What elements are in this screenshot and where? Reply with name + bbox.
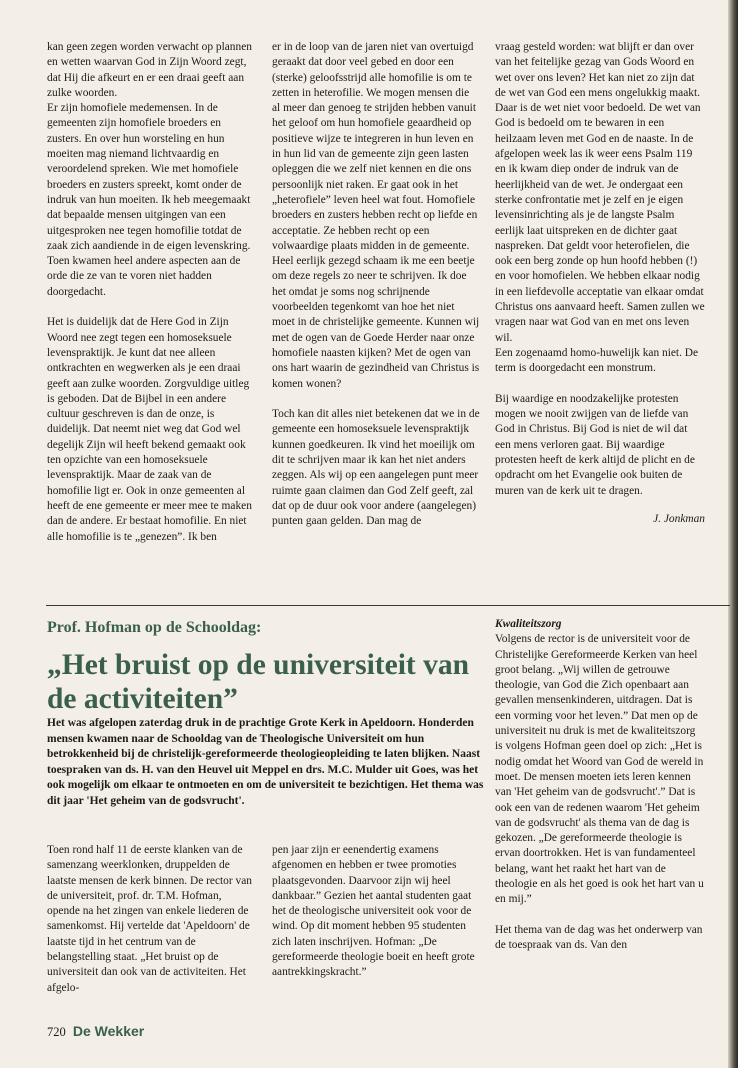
paragraph: vraag gesteld worden: wat blijft er dan over van het feitelijke gezag van Gods Woord en wet over ons leven? Het kan niet zo zijn dat de wet van God een mens ongelukkig maakt. Daar is de wet niet voor bedoeld. De wet van God is bedoeld om te bewaren in een heilzaam leven met God en de naaste. In de afgelopen week las ik weer eens Psalm 119 en ik kwam diep onder de indruk van de heerlijkheid van de wet. Je ondergaat een sterke confrontatie met je zelf en je eigen levensinrichting als je de langste Psalm eerlijk laat uitspreken en de dichter gaat naspreken. Dat geldt voor heterofielen, die ook een berg zonde op hun hoofd hebben (!) en voor homofielen. We hebben elkaar nodig in een liefdevolle acceptatie van elkaar omdat Christus ons aanvaard heeft. Samen zullen we vragen naar wat God van en met ons leven wil.: [495, 41, 705, 344]
article-lead: Het was afgelopen zaterdag druk in de prachtige Grote Kerk in Apeldoorn. Honderden mensen kwamen naar de Schooldag van de Theologische Universiteit om hun betrokkenheid bij de christelijk-gereformeerde theologieopleiding te laten blijken. Naast toespraken van ds. H. van den Heuvel uit Meppel en drs. M.C. Mulder uit Goes, was het ook mogelijk om elkaar te ontmoeten en om de universiteit te bezichtigen. Het thema was dit jaar 'Het geheim van de godsvrucht'.: [47, 717, 484, 807]
top-article-column-1: [47, 40, 253, 545]
author-signature: J. Jonkman: [653, 512, 705, 525]
page-footer: [47, 1023, 144, 1040]
section-divider: [46, 605, 730, 606]
top-article-column-2: [272, 40, 480, 530]
article-column-2: [272, 843, 484, 981]
top-article-column-3: [495, 40, 705, 527]
article-column-1: [47, 843, 255, 996]
paragraph: Het is duidelijk dat de Here God in Zijn Woord nee zegt tegen een homoseksuele levenspraktijk. Je kunt dat nee alleen ontkrachten en wegwerken als je een draai geeft aan zulke woorden. Zorgvuldige uitleg is geboden. Dat de Bijbel in een andere cultuur geschreven is dan de onze, is duidelijk. Dat neemt niet weg dat God wel degelijk Zijn wil heeft bekend gemaakt ook ten opzichte van een homoseksuele levenspraktijk. Maar de zaak van de homofilie ligt er. Ook in onze gemeenten al heeft de ene gemeente er meer mee te maken dan de andere. Er bestaat homofilie. En niet alle homofilie is te „genezen”. Ik ben: [47, 316, 252, 543]
paragraph: pen jaar zijn er eenendertig examens afgenomen en hebben er twee promoties plaatsgevonden. Daarvoor zijn wij heel dankbaar.” Gezien het aantal studenten gaat het de theologische universiteit ook voor de wind. Op dit moment hebben 95 studenten zich laten inschrijven. Hofman: „De gereformeerde theologie boeit en heeft grote aantrekkingskracht.”: [272, 844, 475, 979]
article-headline: „Het bruist op de universiteit van de activiteiten”: [47, 649, 470, 715]
magazine-name: De Wekker: [72, 1023, 145, 1039]
page-edge-shadow: [728, 0, 738, 1068]
article-column-3: [495, 617, 705, 954]
paragraph: Een zogenaamd homo-huwelijk kan niet. De term is doorgedacht een monstrum.: [495, 346, 699, 375]
section-subheading: Kwaliteitszorg: [495, 618, 562, 630]
paragraph: Het thema van de dag was het onderwerp van de toespraak van ds. Van den: [495, 923, 703, 952]
paragraph: Er zijn homofiele medemensen. In de gemeenten zijn homofiele broeders en zusters. En over hun worsteling en hun moeiten mag niemand lichtvaardig en veroordelend spreken. Wie met homofiele broeders en zusters spreekt, komt onder de indruk van hun moeiten. Ik heb meegemaakt dat bepaalde mensen uitgingen van een uitgesproken nee tegen homofilie totdat de zaak zich aandiende in de eigen levenskring. Toen kwamen heel andere aspecten aan de orde die ze van te voren niet hadden doorgedacht.: [47, 102, 251, 298]
article-kicker: Prof. Hofman op de Schooldag:: [47, 619, 262, 636]
paragraph: Toch kan dit alles niet betekenen dat we in de gemeente een homoseksuele levenspraktijk kunnen goedkeuren. Ik vind het moeilijk om dit te schrijven maar ik kan het niet anders zeggen. Als wij op een aangelegen punt meer ruimte gaan claimen dan God Zelf geeft, zal dat op de duur ook voor andere (aangelegen) punten gaan gelden. Dan mag de: [272, 408, 480, 528]
paragraph: Bij waardige en noodzakelijke protesten mogen we nooit zwijgen van de liefde van God in Christus. Bij God is niet de wil dat een mens verloren gaat. Bij waardige protesten heeft de kerk altijd de plicht en de opdracht om het Evangelie ook buiten de muren van de kerk uit te dragen.: [495, 392, 695, 497]
paragraph: er in de loop van de jaren niet van overtuigd geraakt dat door veel gebed en door een (sterke) geloofsstrijd alle homofilie is om te zetten in heterofilie. We mogen mensen die al meer dan genoeg te strijden hebben vanuit het geloof om hun homofiele geaardheid op positieve wijze te integreren in hun leven en in hun lid van de gemeente zijn geen lasten opleggen die we zelf niet kennen en die ons persoonlijk niet raken. Er gaat ook in het „heterofiele” leven heel wat fout. Homofiele broeders en zusters hebben recht op liefde en acceptatie. Ze hebben recht op een volwaardige plaats midden in de gemeente. Heel eerlijk gezegd schaam ik me een beetje om deze regels zo neer te schrijven. Ik doe het omdat je soms nog schrijnende voorbeelden tegenkomt van hoe het niet moet in de christelijke gemeente. Kunnen wij met de ogen van de Goede Herder naar onze homofiele naasten kijken? Met de ogen van ons hart waarin de gezindheid van Christus is komen wonen?: [272, 41, 480, 390]
page-number: 720: [47, 1025, 66, 1039]
paragraph: Volgens de rector is de universiteit voor de Christelijke Gereformeerde Kerken van heel groot belang. „Wij willen de getrouwe theologie, van God die Zich openbaart aan gevallen mensenkinderen, uitdragen. Dat is een vorming voor het leven.” Dat men op de universiteit nu druk is met de kwaliteitszorg is volgens Hofman geen doel op zich: „Het is nodig omdat het Woord van God de wereld in moet. De mensen moeten iets leren kennen van 'Het geheim van de godsvrucht'.” Dat is ook een van de redenen waarom 'Het geheim van de godsvrucht' als thema van de dag is gekozen. „De gereformeerde theologie is ervan doortrokken. Het is van fundamenteel belang, want het raakt het hart van de theologie en als het goed is ook het hart van u en mij.”: [495, 633, 704, 906]
paragraph: Toen rond half 11 de eerste klanken van de samenzang weerklonken, druppelden de laatste mensen de kerk binnen. De rector van de universiteit, prof. dr. T.M. Hofman, opende na het zingen van enkele liederen de samenkomst. Hij vertelde dat 'Apeldoorn' de laatste tijd in het centrum van de belangstelling staat. „Het bruist op de universiteit dan ook van de activiteiten. Het afgelo-: [47, 844, 252, 994]
paragraph: kan geen zegen worden verwacht op plannen en wetten waarvan God in Zijn Woord zegt, dat Hij die afkeurt en er een draai geeft aan zulke woorden.: [47, 41, 252, 99]
